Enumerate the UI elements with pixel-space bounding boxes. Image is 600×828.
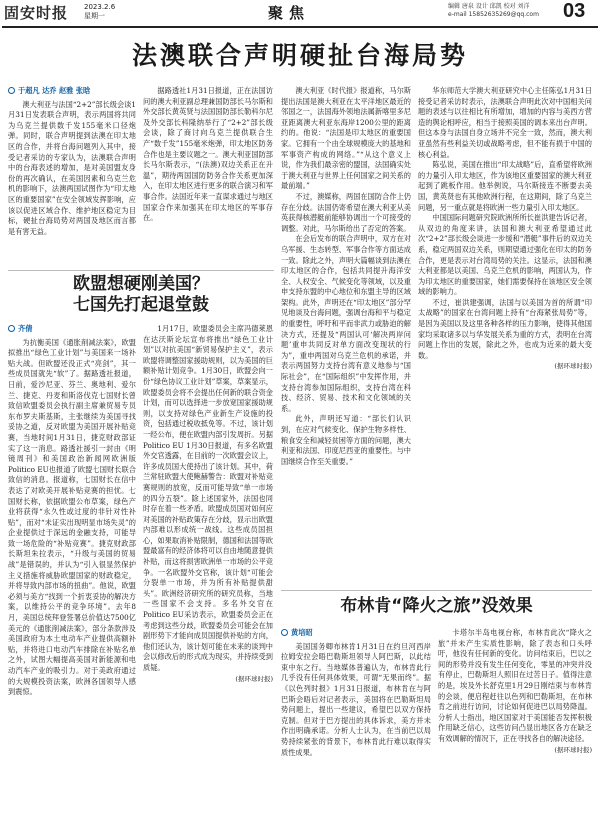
blinken-headline: 布林肯“降火之旅”没效果 (340, 596, 533, 616)
main-paragraph: 澳大利亚与法国“2+2”部长级会谈1月31日发表联合声明，表示两国将共同为乌克兰提供数千发155毫米口径炮弹。同时，联合声明提到法澳在印太地区的合作，并将台海问题列入其中，接受记者采访的专家认为，法澳联合声明中的台海表述的增加，是对美国盟友身份的再次确认，在美国因素和乌克兰危机的影响下，法澳两国试图作为“印太地区的重要国家”在安全领域发挥影响，应该以促进区域合作、维护地区稳定为目标，硬扯台海局势对两国及地区而言都是有害无益。 (8, 99, 136, 236)
blinken-article-col-1 (281, 628, 431, 824)
blinken-byline (281, 628, 431, 639)
main-paragraph: 据路透社1月31日报道，正在法国访问的澳大利亚副总理兼国防部长马尔斯和外交部长黄英贤与法国国防部长勒科尔尼及外交部长科隆纳举行了“2+2”部长级会谈，除了商讨向乌克兰提供联合生产“数千发”155毫米炮弹，印太地区防务合作也是主要议题之一。澳大利亚国防部长马尔斯表示，“(法澳)双边关系正在升温”，期待两国国防防务合作关系更加深入，在印太地区进行更多的联合演习和军事合作。法国近年来一直谋求通过与地区国家合作来加强其在印太地区的军事存在。 (143, 86, 273, 223)
editor-names: 编辑 唐泉 设计 邱凯 校对 刘洋 (448, 3, 530, 10)
europe-headline-line-2: 七国先打起退堂鼓 (73, 295, 209, 315)
editor-email: e-mail 15852635269@qq.com (448, 11, 539, 18)
blinken-article-col-2 (438, 628, 592, 824)
main-paragraph: 在会后发布的联合声明中，双方在对乌军援、生态转型、军事合作等方面达成一致。除此之外，声明大篇幅谈到法澳在印太地区的合作，包括共同提升海洋安全、人权安全、气候变化等领域，以及重申支持东盟的中心地位和东盟主导的区域架构。此外，声明还在“印太地区”部分罕见地谈及台海问题，强调台海和平与稳定的重要性，呼吁和平而非武力或胁迫的解决方式，还提及“两国认可‘解决两岸问题’重申共同反对单方面改变现状的行为”，重申两国对乌克兰危机的承诺，并表示两国努力支持台湾有意义地参与“国际社会”，在“国际组织”中发挥作用，并支持台湾参加国际组织，支持台湾在科技、经济、贸易、技术和文化领域的关系。 (281, 234, 411, 413)
main-byline-text: 于超凡 达乔 赵雅 张晗 (18, 86, 91, 95)
main-source: (据环球时报) (554, 362, 592, 371)
europe-headline-line-1: 欧盟想硬刚美国？ (73, 274, 209, 294)
section-title: 聚焦 (268, 4, 311, 22)
main-paragraph: 澳大利亚《时代报》报道称，马尔斯提出法国是澳大利亚在太平洋地区最近的邻国之一，法国海外领地法属新喀里多尼亚距离澳大利亚东海岸1200公里的距离约的。他说：“法国是印太地区的重要国家。它拥有一个由全球规模庞大的基地和军事资产构成的网络。”“从这个意义上说，作为我们最亲密的盟国，法国确实处于澳大利亚与世界上任何国家之间关系的最前端。” (281, 86, 411, 191)
main-byline (8, 86, 136, 97)
europe-article-col-2 (143, 324, 273, 824)
europe-paragraph: 为抗衡美国《通胀削减法案》，欧盟拟推出“绿色工业计划”与美国来一场补贴大战。但欧盟还没正式“亮剑”，其一些成员国就先“软”了。据路透社报道，日前，爱沙尼亚、芬兰、奥地利、爱尔兰、捷克、丹麦和斯洛伐克七国财长曾致信欧盟委员会执行副主席兼贸易专员东布罗夫斯基斯，主张继续为美国寻找妥协之道，反对欧盟为美国开展补贴竞赛，当地时间1月31日，捷克财政部证实了这一消息。路透社援引一封由《明镜周刊》和美国政治新闻网欧洲版Politico EU也报道了欧盟七国财长联合致信的消息。报道称，七国财长在信中表达了对欧美开展补贴竞赛的担忧。七国财长称，依据欧盟公布草案，绿色产业将获得“永久性或过度的非针对性补贴”，而对“未证实出现明显市场失灵”的企业提供过于深远的金融支持，可能导致一场危险的“补贴竞赛”。捷克财政部长斯坦朱拉表示，“升级与美国的贸易战”是错误的，并认为“引入很显然保护主义措施将威胁欧盟国家的财政稳定，并将导致内部市场的扭曲”。他说，欧盟必须与美方“找到一个折衷妥协的解决方案，以维持公平的竞争环境”。去年8月，美国总统拜登签署总价值达7500亿美元的《通胀削减法案》，部分条款涉及美国政府为本土电动车产业提供高额补贴，并将进口电动汽车排除在补贴名单之外，试图大幅提高美国对新能源和电动汽车产业的吸引力。对于美政府通过的大规模投资法案，欧洲各国领导人感到震惊。 (8, 337, 136, 697)
main-article-col-4 (418, 86, 592, 584)
author-icon (8, 87, 15, 94)
europe-byline (8, 324, 136, 335)
author-icon (8, 325, 15, 332)
blinken-source: (据环球时报) (554, 745, 592, 754)
page-number: 03 (563, 0, 586, 22)
blinken-paragraph: 卡塔尔半岛电视台称，布林肯此次“降火之旅”并未产生实质性影响，除了表态和口头呼吁，他没有任何新的变化。访问结束后，巴以之间的形势并没有发生任何变化，零星的冲突并没有停止，巴勒斯坦人照旧在过苦日子。值得注意的是，埃及外长舒克里1月29日刚结束与布林肯的会谈，便启程赶往以色列和巴勒斯坦，在布林肯之前进行访问，讨论如何促进巴以局势降温。分析人士指出，地区国家对于美国能否发挥积极作用缺乏信心，这些访问凸显出地区各方在缺乏有效调解的情况下，正在寻找各自的解决途径。 (438, 628, 592, 743)
issue-date: 2023.2.6 (84, 3, 116, 11)
section-divider (281, 590, 592, 591)
europe-byline-text: 齐倩 (18, 324, 33, 333)
main-paragraph: 不过，崔洪建强调，法国与以美国为首的所谓“印太战略”的国家在台湾问题上持有“台海紧张局势”等，是因为美国以及这里各种各样的压力影响，使得其他国家均采取诸多以与华发展关系为重的方式，表明在台湾问题上作出的发展，除此之外，也成为近来的最大变数。 (418, 297, 592, 360)
main-paragraph: 华东师范大学澳大利亚研究中心主任陈弘1月31日接受记者采访时表示，法澳联合声明此次对中国相关问题的表述与以往相比有所增加，增加的内容与美西方营造的舆论相呼应，相当于接照美国的调本来出台声明。但这本身与法国自身立场并不完全一致，然而，澳大利亚虽然有些利益关切或战略考虑，但不能有损于中国的核心利益。 (418, 86, 592, 159)
header-rule (2, 26, 598, 28)
main-paragraph: 中国国际问题研究院欧洲所所长崔洪建告诉记者，从双边的角度来讲，法国和澳大利亚希望通过此次“2+2”部长级会谈进一步缓和“潜艇”事件后的双边关系，稳定两国双边关系，则期望通过强化在印太的防务合作，更是表示对台湾局势的关注。这显示，法国和澳大利亚都是以美国、乌克兰危机的影响，两国认为，作为印太地区的重要国家，她们需要保持在该地区安全领域的影响力。 (418, 213, 592, 297)
blinken-paragraph: 美国国务卿布林肯1月31日在约旦河西岸拉姆安拉会晤巴勒斯坦领导人阿巴斯，以此结束中东之行。当地媒体普遍认为，布林肯此行几乎没有任何具体效果，可谓“无果而终”。据《以色列时报》1月31日报道，布林肯在与阿巴斯会晤后对记者表示，美国将在巴勒斯坦局势问题上，提出一些建议，希望巴以双方保持克制。但对于巴方提出的具体诉求，美方并未作出明确承诺。分析人士认为，在当前巴以局势持续紧张的背景下，布林肯此行难以取得实质性成果。 (281, 641, 431, 757)
issue-date-block (84, 3, 115, 21)
main-headline: 法澳联合声明硬扯台海局势 (131, 41, 468, 70)
section-divider (8, 270, 274, 271)
newspaper-logo: 固安时报 (4, 4, 69, 22)
main-paragraph: 陈弘说，美国在推出“印太战略”后，直希望将欧洲的力量引入印太地区，作为该地区重要国家的澳大利亚起到了跳板作用。他举例说，马尔斯接连不断要去美国，黄英贤也有其他欧洲行程，在这期间，除了乌克兰问题，另一重点就是将欧洲一些力量引入印太地区。 (418, 160, 592, 212)
main-article-col-1 (8, 86, 136, 266)
europe-headline (8, 274, 274, 316)
page-header (0, 0, 600, 27)
main-paragraph: 不过，澳媒称，两国在国防合作上仍存在分歧。法国仍寄希望在澳大利亚从美英获得核潜艇前能够协调出一个可接受的调整。对此，马尔斯给出了否定的答案。 (281, 191, 411, 233)
europe-source: (据环球时报) (235, 674, 273, 683)
editor-credits (448, 3, 539, 19)
blinken-byline-text: 黄培昭 (291, 628, 313, 637)
author-icon (281, 629, 288, 636)
europe-paragraph: 1月17日，欧盟委员会主席冯德莱恩在达沃斯论坛宣布将推出“绿色工业计划”以对抗美国“新贸易保护主义”，表示欧盟将调整国家援助规则，以为美国的巨额补贴计划竞争。1月30日，欧盟会向一份“绿色协议工业计划”草案，草案显示，欧盟委员会将不会提出任何新的联合资金计划，而可以选择进一步放宽国家援助规则，以支持对绿色产业新生产设施的投资，包括通过税收抵免等。不过，该计划一经公布，便在欧盟内部引发周折。另据Politico EU 1月30日报道，有多名欧盟外交官透露，在目前的一次欧盟会议上，许多成员国大使持出了该计划。其中，荷兰常驻欧盟大使鲍赫警告：欧盟对补贴竞赛规则的放宽，反而可能导致“单一市场的四分五裂”。除上述国家外，法国也同时存在着一些矛盾。欧盟成员国对如何应对美国的补贴政策存在分歧，显示出欧盟内部难以形成统一战线。这些成员国担心，如果取消补贴限制，德国和法国等欧盟最富有的经济体将可以自由地随意提供补贴，而这将损害欧洲单一市场的公平竞争。一名欧盟外交官称，该计划“可能会分裂单一市场，并为所有补贴提供甜头”。欧洲经济研究所的研究员称，当地一些国家不会支持。多名外交官在Politico EU采访表示，欧盟委员会正在考虑到这些分歧，欧盟委员会可能会在加剧形势下才能向成员国提供补贴的方向，他们还认为，该计划可能在未来的谈判中会以修改后的形式成为现实，并持续受到质疑。 (143, 324, 273, 672)
europe-article-col-1 (8, 324, 136, 824)
main-article-col-2 (143, 86, 273, 266)
main-paragraph: 此外，声明还写道：“部长们认识到，在应对气候变化、保护生物多样性、粮食安全和减轻贫困等方面的问题，澳大利亚和法国、印度尼西亚的重要性。与中国继续合作至关重要。” (281, 414, 411, 466)
issue-weekday: 星期一 (84, 12, 105, 20)
main-article-col-3 (281, 86, 411, 546)
